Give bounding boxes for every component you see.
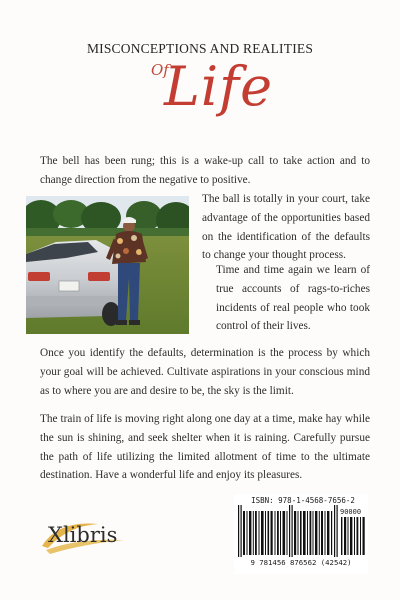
book-title: MISCONCEPTIONS AND REALITIES [86,41,314,56]
publisher-name: Xlibris [48,523,118,547]
isbn-label: ISBN: 978-1-4568-7656-2 [251,496,355,505]
isbn-digits: 9 781456 876562 (42542) [250,558,352,567]
paragraph-1-rest: The ball is totally in your court, take advantage of the opportunities based on the identification of the defaults to change your thought process. [202,193,370,262]
paragraph-4: The train of life is moving right along one day at a time, make hay while the sun is shining, and seek shelter when it is raining. Carefully pursue the path of life utilizing the limited allotment of time to the ultimate destination. Have a wonderful life and enjoy its pleasures. [40,413,370,482]
subtitle-life: Life [164,55,274,118]
paragraph-1-lead: The bell has been rung; this is a wake-up call to take action and to change direction from the negative to positive. [40,155,370,186]
paragraph-2: Time and time again we learn of true accounts of rags-to-riches incidents of real people who took control of their lives. [216,264,370,333]
paragraph-3: Once you identify the defaults, determination is the process by which your goal will be achieved. Cultivate aspirations in your conscious mind as to where you are and desire to be, the sky is the limit. [40,347,370,397]
author-photo [26,196,189,334]
price-code: 90000 [340,508,362,516]
subtitle-of: Of [151,61,169,79]
